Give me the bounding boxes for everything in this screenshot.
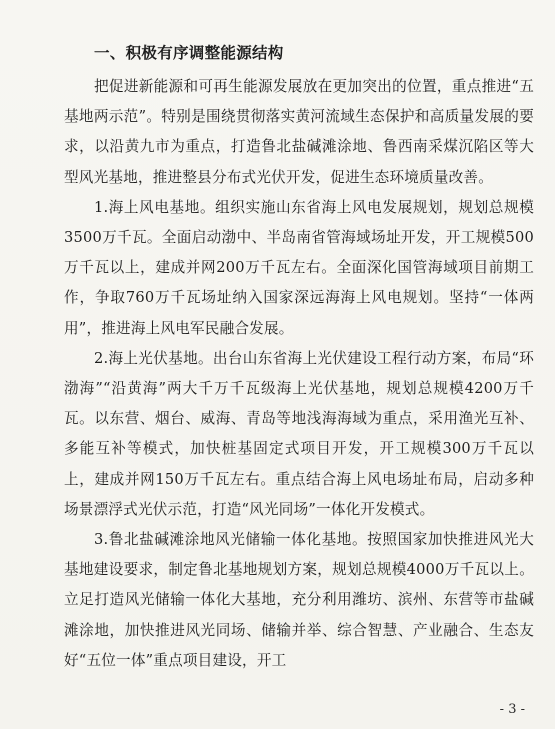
paragraph-intro: 把促进新能源和可再生能源发展放在更加突出的位置，重点推进“五基地两示范”。特别是围绕贯彻落实黄河流域生态保护和高质量发展的要求，以沿黄九市为重点，打造鲁北盐碱滩涂地、鲁西南采煤沉陷区等大型风光基地，推进整县分布式光伏开发，促进生态环境质量改善。 <box>64 78 534 186</box>
paragraph-saline-land-base: 3.鲁北盐碱滩涂地风光储输一体化基地。按照国家加快推进风光大基地建设要求，制定鲁北基地规划方案，规划总规模4000万千瓦以上。立足打造风光储输一体化大基地，充分利用潍坊、滨州、东营等市盐碱滩涂地，加快推进风光同场、储输并举、综合智慧、产业融合、生态友好“五位一体”重点项目建设，开工 <box>64 531 534 669</box>
document-body <box>64 40 534 676</box>
paragraph-offshore-wind: 1.海上风电基地。组织实施山东省海上风电发展规划，规划总规模3500万千瓦。全面启动渤中、半岛南省管海域场址开发，开工规模500万千瓦以上，建成并网200万千瓦左右。全面深化国管海域项目前期工作，争取760万千瓦场址纳入国家深远海海上风电规划。坚持“一体两用”，推进海上风电军民融合发展。 <box>64 198 534 337</box>
paragraph-offshore-solar: 2.海上光伏基地。出台山东省海上光伏建设工程行动方案，布局“环渤海”“沿黄海”两大千万千瓦级海上光伏基地，规划总规模4200万千瓦。以东营、烟台、威海、青岛等地浅海海域为重点，采用渔光互补、多能互补等模式，加快桩基固定式项目开发，开工规模300万千瓦以上，建成并网150万千瓦左右。重点结合海上风电场址布局，启动多种场景漂浮式光伏示范，打造“风光同场”一体化开发模式。 <box>64 349 534 518</box>
section-heading: 一、积极有序调整能源结构 <box>94 44 284 62</box>
page-number: - 3 - <box>499 702 525 717</box>
